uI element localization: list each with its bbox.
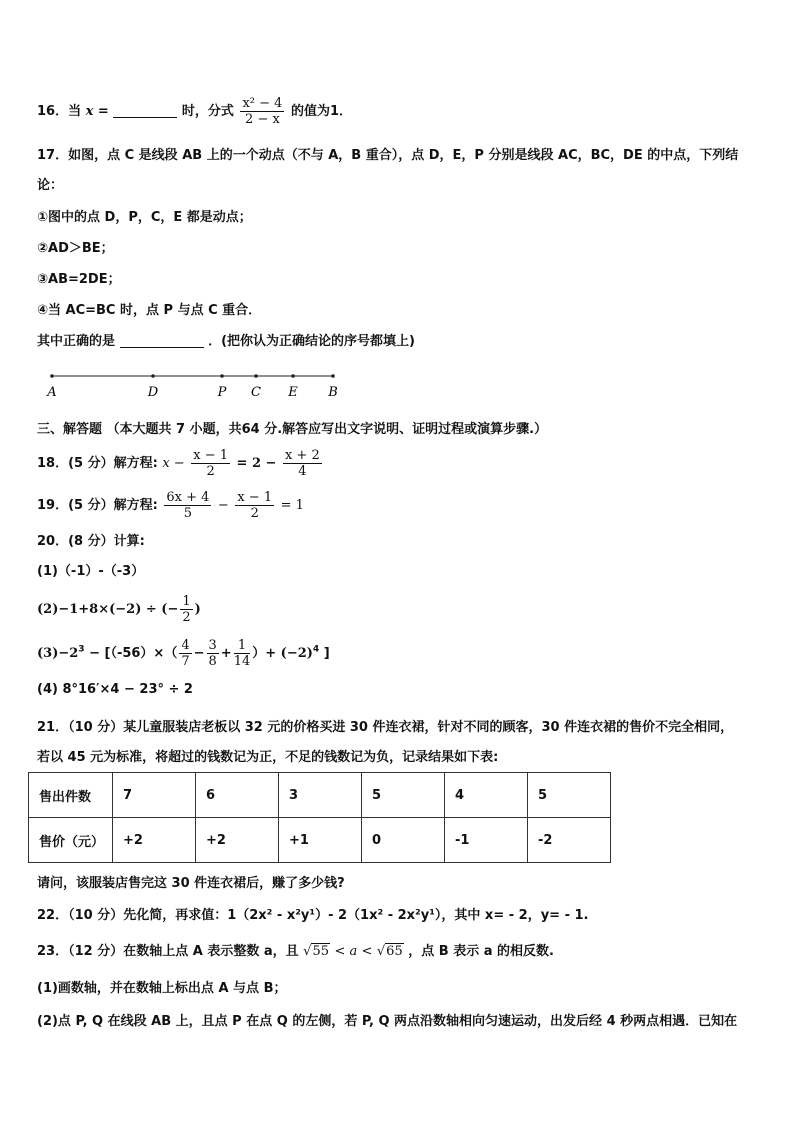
q19-f1-denominator: 5: [183, 506, 192, 521]
question-18: [37, 448, 324, 479]
q23-sqrt-1-value: 55: [312, 944, 329, 959]
q21-line2: 若以 45 元为标准，将超过的钱数记为正，不足的钱数记为负，记录结果如下表:: [37, 750, 499, 765]
table-cell: 7: [113, 773, 196, 818]
sales-table: [28, 772, 611, 863]
point-e-label: E: [288, 385, 298, 400]
point-d-dot: [151, 374, 155, 378]
q17-answer-suffix: ．(把你认为正确结论的序号都填上): [208, 334, 415, 349]
q20-p2-fraction: [180, 594, 192, 625]
q18-fraction-1: [191, 448, 230, 479]
q23-text-b: ，点 B 表示 a 的相反数.: [408, 944, 554, 959]
q20-p3-f3-num: 1: [234, 638, 251, 654]
q20-p2-expr: (2)−1+8×(−2) ÷ (−: [37, 602, 179, 617]
q20-part-1: (1)（-1）-（-3）: [37, 564, 145, 579]
table-row: [29, 818, 611, 863]
point-p-dot: [220, 374, 224, 378]
q20-p3-exponent-2: 4: [312, 644, 320, 655]
q17-answer-prefix: 其中正确的是: [37, 334, 116, 349]
q18-f1-denominator: 2: [206, 464, 215, 479]
point-b-dot: [331, 374, 335, 378]
q19-fraction-2: [235, 490, 274, 521]
q16-numerator: x² − 4: [242, 96, 283, 111]
q23-line1: [37, 942, 554, 962]
q19-rhs: = 1: [280, 498, 304, 513]
q18-x: x −: [162, 456, 185, 471]
q19-op: −: [217, 498, 229, 513]
q18-f1-numerator: x − 1: [193, 448, 228, 463]
q20-p3-f1-den: 7: [181, 654, 190, 669]
q17-statement-1: ①图中的点 D，P，C，E 都是动点；: [37, 210, 252, 225]
q16-var: x: [85, 104, 94, 119]
table-row: [29, 773, 611, 818]
table-cell: +2: [113, 818, 196, 863]
q16-denominator: 2 − x: [245, 112, 280, 127]
q19-prefix: 19．(5 分）解方程:: [37, 498, 158, 513]
q16-eq: =: [97, 104, 109, 119]
q20-p3-f2-den: 8: [208, 654, 217, 669]
q17-line2: 论：: [37, 178, 64, 193]
q20-part-2: [37, 594, 201, 625]
q20-p3-tail: ）+ (−2): [252, 646, 313, 661]
point-e-dot: [291, 374, 295, 378]
q23-sqrt-1: √55: [303, 944, 329, 959]
table-cell: 5: [528, 773, 611, 818]
q16-prefix: 16．当: [37, 104, 82, 119]
q18-f2-numerator: x + 2: [284, 448, 320, 463]
q20-p2-close: ): [194, 602, 201, 617]
table-cell: 4: [445, 773, 528, 818]
q23-sqrt-2-value: 65: [386, 944, 403, 959]
q17-answer-line: [37, 332, 415, 352]
q23-sqrt-2: √65: [376, 944, 403, 959]
point-b-label: B: [328, 385, 338, 400]
point-c-dot: [254, 374, 258, 378]
point-p-label: P: [217, 385, 227, 400]
q20-p2-numerator: 1: [182, 594, 191, 609]
segment-diagram: [40, 366, 350, 400]
table-cell: 5: [362, 773, 445, 818]
point-a-dot: [50, 374, 54, 378]
table-cell: 3: [279, 773, 362, 818]
question-19: [37, 490, 304, 521]
q20-p3-exponent: 3: [78, 644, 85, 655]
q20-p3-start: (3)−2: [37, 646, 79, 661]
q20-p3-op1: −: [193, 646, 205, 661]
q18-mid: = 2 −: [236, 456, 277, 471]
q16-answer-blank[interactable]: [113, 103, 177, 118]
q17-statement-4: ④当 AC=BC 时，点 P 与点 C 重合．: [37, 303, 262, 318]
q20-p3-fraction-2: [207, 638, 219, 669]
q18-fraction-2: [283, 448, 322, 479]
q20-title: 20．(8 分）计算:: [37, 534, 145, 549]
q20-part-4: (4) 8°16′×4 − 23° ÷ 2: [37, 682, 193, 697]
table-cell: 6: [196, 773, 279, 818]
table-cell: -1: [445, 818, 528, 863]
q16-mid: 时，分式: [181, 104, 234, 119]
q21-question: 请问，该服装店售完这 30 件连衣裙后，赚了多少钱?: [37, 876, 345, 891]
q20-p3-bracket: − [（-56）×（: [84, 646, 178, 661]
table-cell: 0: [362, 818, 445, 863]
q20-p2-denominator: 2: [182, 610, 191, 625]
q17-line1: 17．如图，点 C 是线段 AB 上的一个动点（不与 A，B 重合），点 D，E，P 分别是线段 AC，BC，DE 的中点，下列结: [37, 148, 739, 163]
q19-f2-denominator: 2: [250, 506, 259, 521]
point-d-label: D: [147, 385, 159, 400]
q20-p3-close: ]: [319, 646, 330, 661]
q20-p3-op2: +: [220, 646, 232, 661]
q16-suffix: 的值为1．: [290, 104, 352, 119]
table-header-cell: 售价（元）: [29, 818, 113, 863]
table-cell: +2: [196, 818, 279, 863]
q18-f2-denominator: 4: [298, 464, 307, 479]
table-cell: -2: [528, 818, 611, 863]
table-cell: +1: [279, 818, 362, 863]
q19-fraction-1: [164, 490, 211, 521]
q17-statement-3: ③AB=2DE；: [37, 272, 121, 287]
q19-f2-numerator: x − 1: [237, 490, 273, 505]
q20-p3-fraction-1: [179, 638, 191, 669]
q20-p3-f1-num: 4: [181, 638, 190, 653]
q21-line1: 21．（10 分）某儿童服装店老板以 32 元的价格买进 30 件连衣裙，针对不同的顾客，30 件连衣裙的售价不完全相同，: [37, 720, 734, 735]
q18-prefix: 18．(5 分）解方程:: [37, 456, 158, 471]
q23-inequality: < a <: [334, 944, 373, 959]
q20-p3-fraction-3: [234, 638, 251, 669]
q20-p3-f2-num: 3: [208, 638, 217, 653]
question-16: [37, 96, 352, 127]
q16-fraction: [240, 96, 284, 127]
q23-text-a: 23．（12 分）在数轴上点 A 表示整数 a，且: [37, 944, 299, 959]
q17-answer-blank[interactable]: [120, 333, 204, 348]
point-a-label: A: [47, 385, 57, 400]
question-22: 22．（10 分）先化简，再求值：1（2x² - x²y¹）- 2（1x² - 2x²y¹），其中 x= - 2，y= - 1.: [37, 908, 589, 923]
q17-statement-2: ②AD＞BE；: [37, 241, 114, 256]
point-c-label: C: [251, 385, 261, 400]
q20-part-3: [37, 638, 330, 669]
section-3-heading: 三、解答题 （本大题共 7 小题，共64 分.解答应写出文字说明、证明过程或演算步骤.）: [37, 422, 548, 437]
q23-part-1: (1)画数轴，并在数轴上标出点 A 与点 B；: [37, 981, 287, 996]
q23-part-2: (2)点 P, Q 在线段 AB 上，且点 P 在点 Q 的左侧，若 P, Q 两点沿数轴相向匀速运动，出发后经 4 秒两点相遇．已知在: [37, 1014, 738, 1029]
q19-f1-numerator: 6x + 4: [166, 490, 210, 505]
table-header-cell: 售出件数: [29, 773, 113, 818]
q20-p3-f3-den: 14: [233, 654, 251, 669]
